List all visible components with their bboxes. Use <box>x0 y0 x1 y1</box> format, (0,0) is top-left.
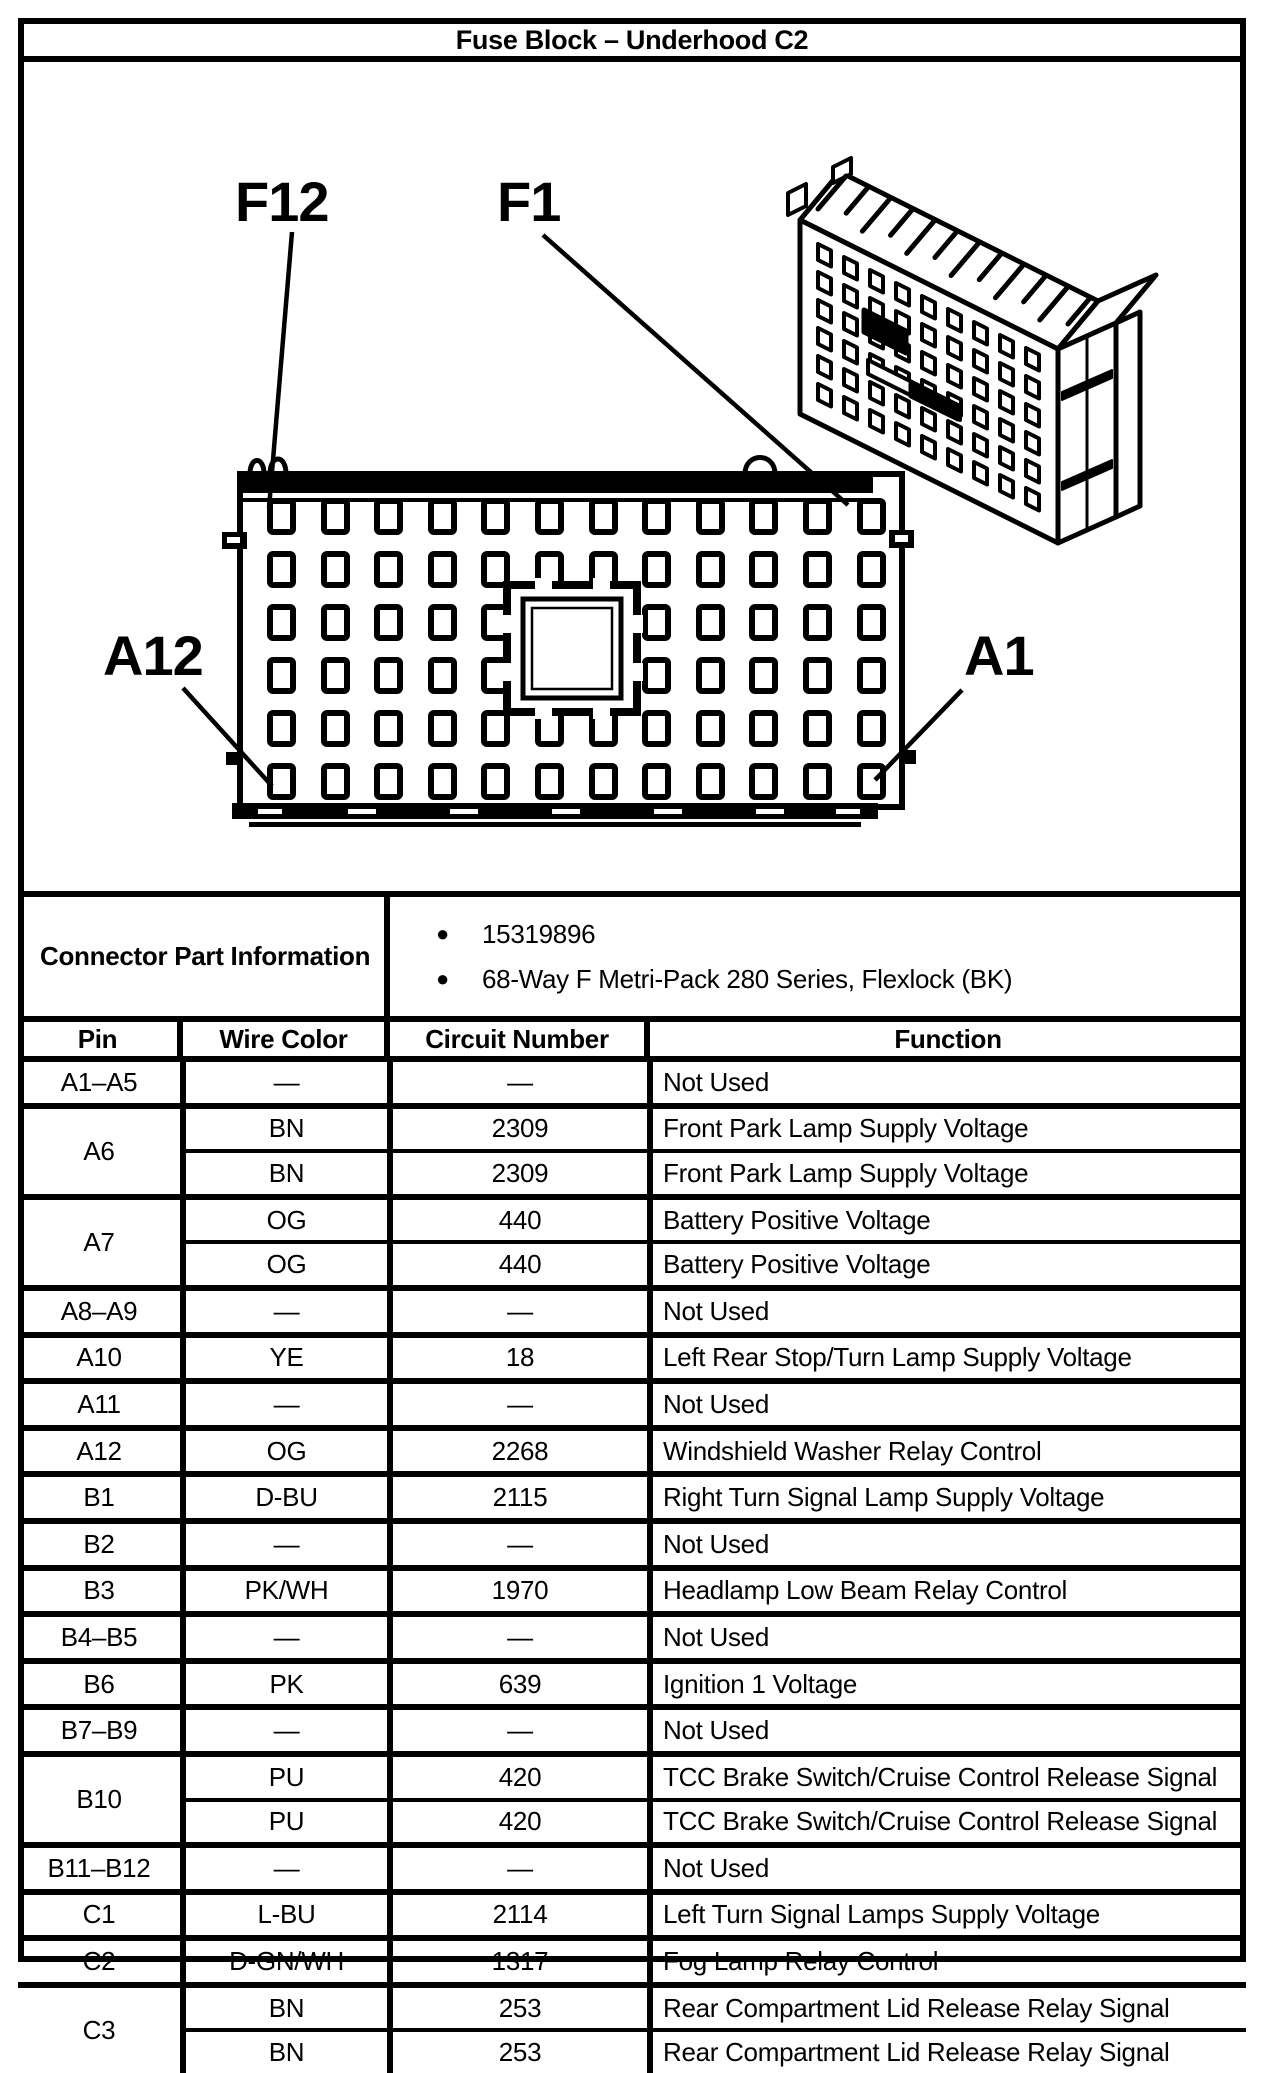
connector-drawing <box>18 62 1246 891</box>
connector-diagram <box>18 62 1246 891</box>
wire-color-cell: BN <box>183 1985 390 2031</box>
circuit-number-cell: 420 <box>390 1800 650 1846</box>
function-cell: Left Turn Signal Lamps Supply Voltage <box>650 1892 1246 1939</box>
table-row <box>18 1242 1246 1288</box>
function-cell: Windshield Washer Relay Control <box>650 1428 1246 1475</box>
function-cell: TCC Brake Switch/Cruise Control Release Signal <box>650 1754 1246 1800</box>
table-row <box>18 1800 1246 1846</box>
column-header-wire: Wire Color <box>183 1022 390 1056</box>
circuit-number-cell: 440 <box>390 1242 650 1288</box>
circuit-number-cell: 2268 <box>390 1428 650 1475</box>
wire-color-cell: — <box>183 1707 390 1754</box>
function-cell: Rear Compartment Lid Release Relay Signal <box>650 1985 1246 2031</box>
table-row <box>18 1568 1246 1615</box>
function-cell: Not Used <box>650 1845 1246 1892</box>
function-cell: Right Turn Signal Lamp Supply Voltage <box>650 1474 1246 1521</box>
function-cell: TCC Brake Switch/Cruise Control Release Signal <box>650 1800 1246 1846</box>
wire-color-cell: D-GN/WH <box>183 1938 390 1985</box>
page-title: Fuse Block – Underhood C2 <box>455 24 809 55</box>
face-base <box>232 803 878 827</box>
function-cell: Rear Compartment Lid Release Relay Signal <box>663 2037 1170 2068</box>
circuit-number-cell: — <box>390 1521 650 1568</box>
function-cell: Front Park Lamp Supply Voltage <box>650 1106 1246 1152</box>
pin-cell: B6 <box>18 1661 183 1708</box>
wire-color-cell: BN <box>183 1106 390 1152</box>
wire-color-cell: OG <box>183 1428 390 1475</box>
wire-color-cell: — <box>183 1845 390 1892</box>
wire-color-cell: — <box>183 1062 390 1106</box>
pin-cell: B1 <box>18 1474 183 1521</box>
pin-cell: A10 <box>18 1335 183 1382</box>
circuit-number-cell: — <box>390 1288 650 1335</box>
table-row <box>18 1335 1246 1382</box>
circuit-number-cell: 18 <box>390 1335 650 1382</box>
circuit-number-cell: 639 <box>390 1661 650 1708</box>
table-row <box>18 1428 1246 1475</box>
wire-color-cell: — <box>183 1381 390 1428</box>
function-cell: Headlamp Low Beam Relay Control <box>650 1568 1246 1615</box>
circuit-number-cell: — <box>390 1614 650 1661</box>
pinout-table <box>18 1062 1246 2073</box>
wire-color-cell: D-BU <box>183 1474 390 1521</box>
circuit-number-cell: 1970 <box>390 1568 650 1615</box>
function-cell: Not Used <box>650 1614 1246 1661</box>
wire-color-cell: — <box>183 1288 390 1335</box>
pin-cell: C1 <box>18 1892 183 1939</box>
table-row <box>18 2030 1246 2073</box>
connector-part-info-row <box>18 897 1246 1016</box>
circuit-number-cell: 2309 <box>390 1151 650 1197</box>
wire-color-cell: L-BU <box>183 1892 390 1939</box>
circuit-number-cell: — <box>390 1707 650 1754</box>
pin-cell: A7 <box>18 1197 183 1288</box>
wire-color-cell: PU <box>183 1800 390 1846</box>
table-row <box>18 1521 1246 1568</box>
part-number: 15319896 <box>482 918 596 949</box>
face-view <box>222 458 916 828</box>
column-header-function: Function <box>894 1023 1002 1054</box>
wire-color-cell: OG <box>183 1242 390 1288</box>
wire-color-cell: — <box>183 1521 390 1568</box>
circuit-number-cell: 2309 <box>390 1106 650 1152</box>
wire-color-cell: PK/WH <box>183 1568 390 1615</box>
pin-cell: A1–A5 <box>18 1062 183 1106</box>
wire-color-cell: YE <box>183 1335 390 1382</box>
wire-color-cell: PK <box>183 1661 390 1708</box>
circuit-number-cell: 420 <box>390 1754 650 1800</box>
table-row <box>18 1754 1246 1800</box>
table-row <box>18 1845 1246 1892</box>
function-cell: Battery Positive Voltage <box>650 1197 1246 1243</box>
label-f12: F12 <box>235 170 329 233</box>
function-cell: Not Used <box>650 1288 1246 1335</box>
function-cell: Not Used <box>650 1062 1246 1106</box>
pin-cell: B2 <box>18 1521 183 1568</box>
table-row <box>18 1381 1246 1428</box>
pin-cell: B10 <box>18 1754 183 1845</box>
pinout-table-wrap <box>18 1062 1246 2073</box>
label-f1: F1 <box>497 170 561 233</box>
label-a12: A12 <box>103 624 203 687</box>
circuit-number-cell: 1317 <box>390 1938 650 1985</box>
part-description: 68-Way F Metri-Pack 280 Series, Flexlock (BK) <box>482 963 1013 994</box>
table-row <box>18 1474 1246 1521</box>
table-row <box>18 1892 1246 1939</box>
table-row <box>18 1707 1246 1754</box>
circuit-number-cell: — <box>390 1062 650 1106</box>
pin-cell: B7–B9 <box>18 1707 183 1754</box>
list-item <box>390 919 1246 950</box>
wire-color-cell: PU <box>183 1754 390 1800</box>
table-row <box>18 1985 1246 2031</box>
circuit-number-cell: 253 <box>390 1985 650 2031</box>
pin-cell: B3 <box>18 1568 183 1615</box>
pin-cell: A8–A9 <box>18 1288 183 1335</box>
column-header-pin: Pin <box>18 1022 183 1056</box>
table-row <box>18 1288 1246 1335</box>
pin-cell: C3 <box>18 1985 183 2073</box>
function-cell: Battery Positive Voltage <box>650 1242 1246 1288</box>
function-cell: Fog Lamp Relay Control <box>650 1938 1246 1985</box>
table-row <box>18 1938 1246 1985</box>
table-row <box>18 1062 1246 1106</box>
bullet-icon: ● <box>436 966 449 991</box>
wire-color-cell: BN <box>183 1151 390 1197</box>
function-cell: Not Used <box>650 1381 1246 1428</box>
function-cell: Ignition 1 Voltage <box>650 1661 1246 1708</box>
pin-cell: A11 <box>18 1381 183 1428</box>
function-cell: Left Rear Stop/Turn Lamp Supply Voltage <box>650 1335 1246 1382</box>
circuit-number-cell: 2114 <box>390 1892 650 1939</box>
connector-part-info-label: Connector Part Information <box>18 897 390 1016</box>
pin-cell: B4–B5 <box>18 1614 183 1661</box>
pin-cell: A12 <box>18 1428 183 1475</box>
wire-color-cell: BN <box>183 2030 390 2073</box>
list-item <box>390 964 1246 995</box>
table-row <box>18 1106 1246 1152</box>
table-header-row <box>18 1022 1246 1056</box>
pin-cell: A6 <box>18 1106 183 1197</box>
function-cell: Not Used <box>650 1707 1246 1754</box>
leader-f12 <box>269 232 292 508</box>
label-a1: A1 <box>964 624 1034 687</box>
function-cell: Front Park Lamp Supply Voltage <box>650 1151 1246 1197</box>
center-lock-feature <box>501 578 643 719</box>
table-row <box>18 1197 1246 1243</box>
table-row <box>18 1614 1246 1661</box>
wire-color-cell: — <box>183 1614 390 1661</box>
pin-cell: C2 <box>18 1938 183 1985</box>
circuit-number-cell: 440 <box>390 1197 650 1243</box>
circuit-number-cell: 2115 <box>390 1474 650 1521</box>
bullet-icon: ● <box>436 921 449 946</box>
circuit-number-cell: — <box>390 1845 650 1892</box>
table-row <box>18 1151 1246 1197</box>
table-row <box>18 1661 1246 1708</box>
circuit-number-cell: — <box>390 1381 650 1428</box>
circuit-number-cell: 253 <box>390 2030 650 2073</box>
connector-part-info-details <box>390 897 1246 1016</box>
function-cell: Not Used <box>650 1521 1246 1568</box>
pin-cell: B11–B12 <box>18 1845 183 1892</box>
wire-color-cell: OG <box>183 1197 390 1243</box>
column-header-circuit: Circuit Number <box>390 1022 650 1056</box>
